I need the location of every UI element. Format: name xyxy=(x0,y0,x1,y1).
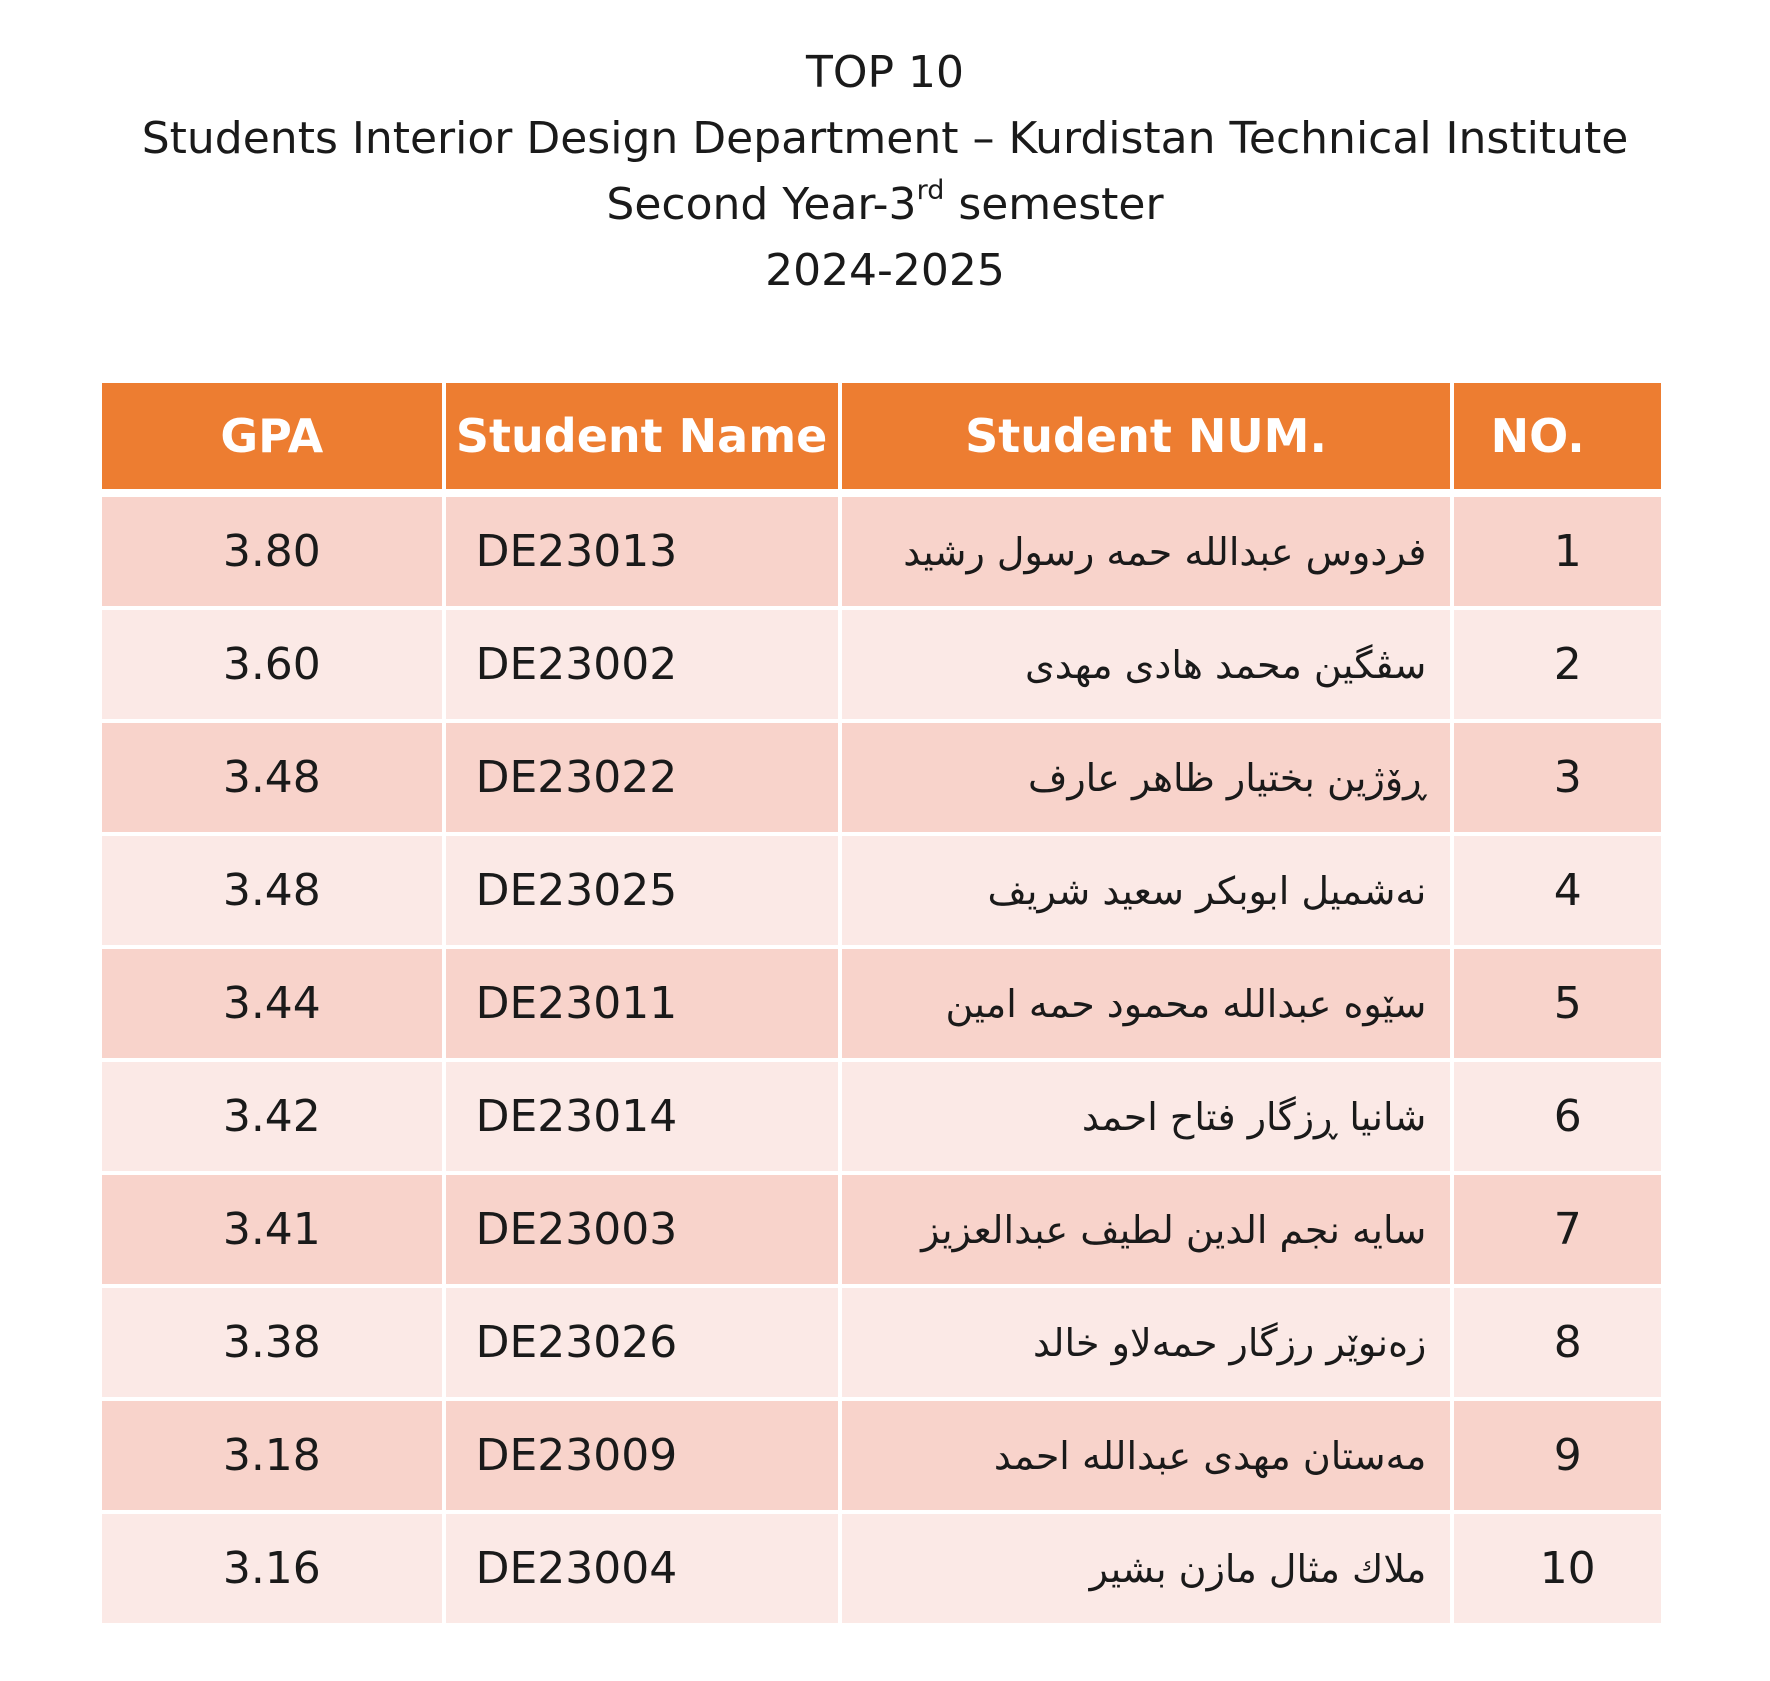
title-block xyxy=(0,40,1770,304)
table-row xyxy=(102,497,1661,606)
student-number-cell: DE23014 xyxy=(446,1062,838,1171)
gpa-cell: 3.16 xyxy=(102,1514,442,1623)
title-semester-prefix: Second Year-3 xyxy=(606,179,917,230)
student-name-cell: مەستان مهدی عبدالله احمد xyxy=(842,1401,1451,1510)
results-table-wrapper xyxy=(102,383,1669,1623)
title-semester xyxy=(0,172,1770,238)
student-name-cell: فردوس عبدالله حمه رسول رشيد xyxy=(842,497,1451,606)
rank-number-cell: 5 xyxy=(1454,949,1661,1058)
student-number-cell: DE23022 xyxy=(446,723,838,832)
student-number-cell: DE23003 xyxy=(446,1175,838,1284)
student-name-cell: سایه نجم الدین لطیف عبدالعزیز xyxy=(842,1175,1451,1284)
gpa-cell: 3.41 xyxy=(102,1175,442,1284)
student-name-cell: زەنوێر رزگار حمەلاو خالد xyxy=(842,1288,1451,1397)
gpa-cell: 3.80 xyxy=(102,497,442,606)
student-name-cell: سڤگین محمد هادی مهدی xyxy=(842,610,1451,719)
student-name-cell: ملاك مثال مازن بشير xyxy=(842,1514,1451,1623)
table-row xyxy=(102,949,1661,1058)
rank-number-cell: 1 xyxy=(1454,497,1661,606)
column-header-no: NO. xyxy=(1454,383,1661,493)
table-row xyxy=(102,1175,1661,1284)
column-header-gpa: GPA xyxy=(102,383,442,493)
student-number-cell: DE23026 xyxy=(446,1288,838,1397)
gpa-cell: 3.48 xyxy=(102,723,442,832)
student-name-cell: نەشمیل ابوبکر سعید شریف xyxy=(842,836,1451,945)
table-row xyxy=(102,610,1661,719)
student-name-cell: شانیا ڕزگار فتاح احمد xyxy=(842,1062,1451,1171)
table-body xyxy=(102,497,1661,1623)
gpa-cell: 3.18 xyxy=(102,1401,442,1510)
rank-number-cell: 3 xyxy=(1454,723,1661,832)
gpa-cell: 3.60 xyxy=(102,610,442,719)
student-number-cell: DE23025 xyxy=(446,836,838,945)
results-table xyxy=(98,379,1665,1627)
table-header-row xyxy=(102,383,1661,493)
title-year: 2024-2025 xyxy=(765,245,1005,296)
gpa-cell: 3.44 xyxy=(102,949,442,1058)
rank-number-cell: 7 xyxy=(1454,1175,1661,1284)
column-header-student-name: Student Name xyxy=(446,383,838,493)
title-department: Students Interior Design Department – Kurdistan Technical Institute xyxy=(141,113,1629,164)
rank-number-cell: 4 xyxy=(1454,836,1661,945)
rank-number-cell: 6 xyxy=(1454,1062,1661,1171)
column-header-student-num: Student NUM. xyxy=(842,383,1451,493)
rank-number-cell: 2 xyxy=(1454,610,1661,719)
student-name-cell: سێوە عبدالله محمود حمه امین xyxy=(842,949,1451,1058)
gpa-cell: 3.38 xyxy=(102,1288,442,1397)
title-semester-suffix: semester xyxy=(944,179,1164,230)
gpa-cell: 3.48 xyxy=(102,836,442,945)
title-top10: TOP 10 xyxy=(805,47,965,98)
student-name-cell: ڕۆژین بختیار ظاهر عارف xyxy=(842,723,1451,832)
rank-number-cell: 8 xyxy=(1454,1288,1661,1397)
table-row xyxy=(102,1288,1661,1397)
gpa-cell: 3.42 xyxy=(102,1062,442,1171)
student-number-cell: DE23009 xyxy=(446,1401,838,1510)
table-row xyxy=(102,723,1661,832)
table-row xyxy=(102,836,1661,945)
rank-number-cell: 10 xyxy=(1454,1514,1661,1623)
table-row xyxy=(102,1401,1661,1510)
student-number-cell: DE23002 xyxy=(446,610,838,719)
student-number-cell: DE23011 xyxy=(446,949,838,1058)
student-number-cell: DE23004 xyxy=(446,1514,838,1623)
student-number-cell: DE23013 xyxy=(446,497,838,606)
rank-number-cell: 9 xyxy=(1454,1401,1661,1510)
title-semester-ordinal: rd xyxy=(916,175,945,207)
table-row xyxy=(102,1514,1661,1623)
table-row xyxy=(102,1062,1661,1171)
